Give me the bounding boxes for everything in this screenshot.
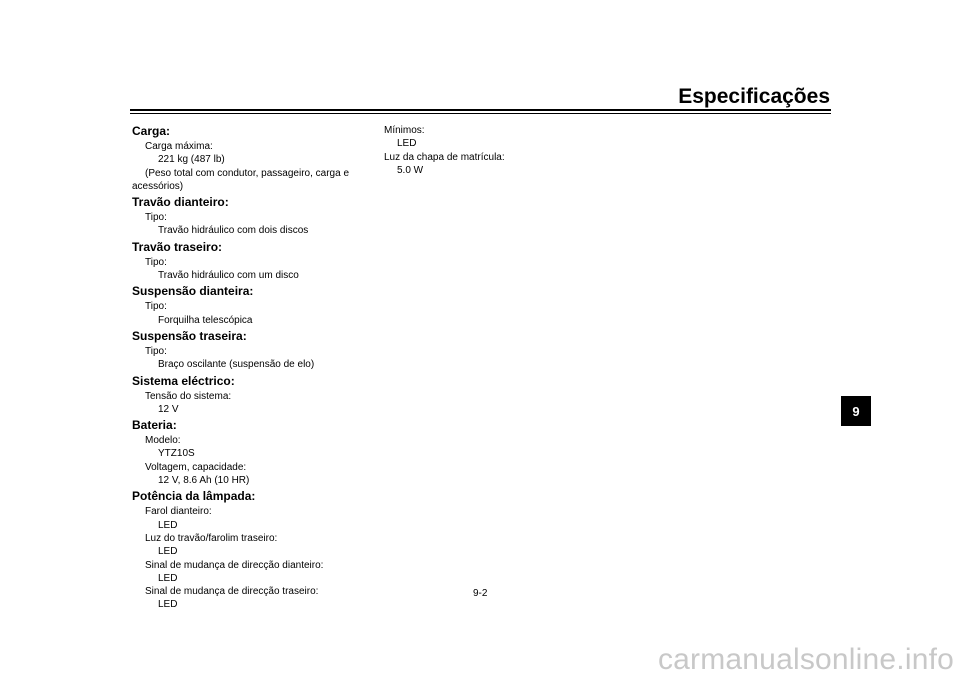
spec-column-left	[132, 124, 372, 612]
spec-value: YTZ10S	[158, 448, 195, 460]
spec-label: Luz da chapa de matrícula:	[384, 151, 505, 163]
spec-label: Sinal de mudança de direcção traseiro:	[145, 586, 319, 598]
page-header-title: Especificações	[678, 85, 830, 108]
header-rule-thin	[130, 113, 831, 114]
spec-label: Luz do travão/farolim traseiro:	[145, 532, 278, 544]
spec-section-heading: Potência da lâmpada:	[132, 489, 256, 504]
spec-value: LED	[158, 519, 178, 531]
spec-label: Mínimos:	[384, 125, 425, 136]
spec-section-heading: Travão dianteiro:	[132, 195, 229, 210]
header-rule-thick	[130, 109, 831, 111]
spec-label: Sinal de mudança de direcção dianteiro:	[145, 559, 324, 571]
spec-label: Farol dianteiro:	[145, 506, 212, 518]
spec-value: Forquilha telescópica	[158, 314, 253, 326]
spec-section-heading: Carga:	[132, 124, 171, 138]
spec-label: 5.0 W	[397, 164, 424, 176]
spec-value: 221 kg (487 lb)	[158, 154, 225, 166]
spec-label: acessórios)	[132, 180, 184, 192]
spec-value: 12 V, 8.6 Ah (10 HR)	[158, 475, 250, 487]
spec-value: 12 V	[158, 403, 179, 415]
chapter-tab: 9	[841, 396, 871, 426]
spec-section-heading: Travão traseiro:	[132, 239, 223, 254]
spec-label: LED	[397, 138, 417, 150]
spec-label: Tensão do sistema:	[145, 390, 232, 402]
spec-label: Tipo:	[145, 301, 167, 313]
spec-value: Braço oscilante (suspensão de elo)	[158, 359, 315, 371]
spec-column-right	[384, 124, 624, 177]
spec-label: Tipo:	[145, 212, 167, 224]
page-number: 9-2	[473, 588, 488, 599]
watermark: carmanualsonline.info	[657, 643, 954, 676]
spec-section-heading: Suspensão traseira:	[132, 328, 247, 343]
spec-label: Modelo:	[145, 435, 181, 447]
spec-value: LED	[158, 599, 178, 611]
spec-section-heading: Sistema eléctrico:	[132, 373, 235, 388]
spec-label: Carga máxima:	[145, 141, 213, 152]
spec-label: Voltagem, capacidade:	[145, 461, 247, 473]
spec-section-heading: Suspensão dianteira:	[132, 284, 254, 299]
spec-value: LED	[158, 572, 178, 584]
spec-label: Tipo:	[145, 345, 167, 357]
spec-section-heading: Bateria:	[132, 418, 177, 433]
spec-label: Tipo:	[145, 256, 167, 268]
spec-label: (Peso total com condutor, passageiro, carga e	[145, 167, 350, 179]
spec-value: Travão hidráulico com dois discos	[158, 225, 309, 237]
spec-value: Travão hidráulico com um disco	[158, 270, 299, 282]
spec-value: LED	[158, 546, 178, 558]
